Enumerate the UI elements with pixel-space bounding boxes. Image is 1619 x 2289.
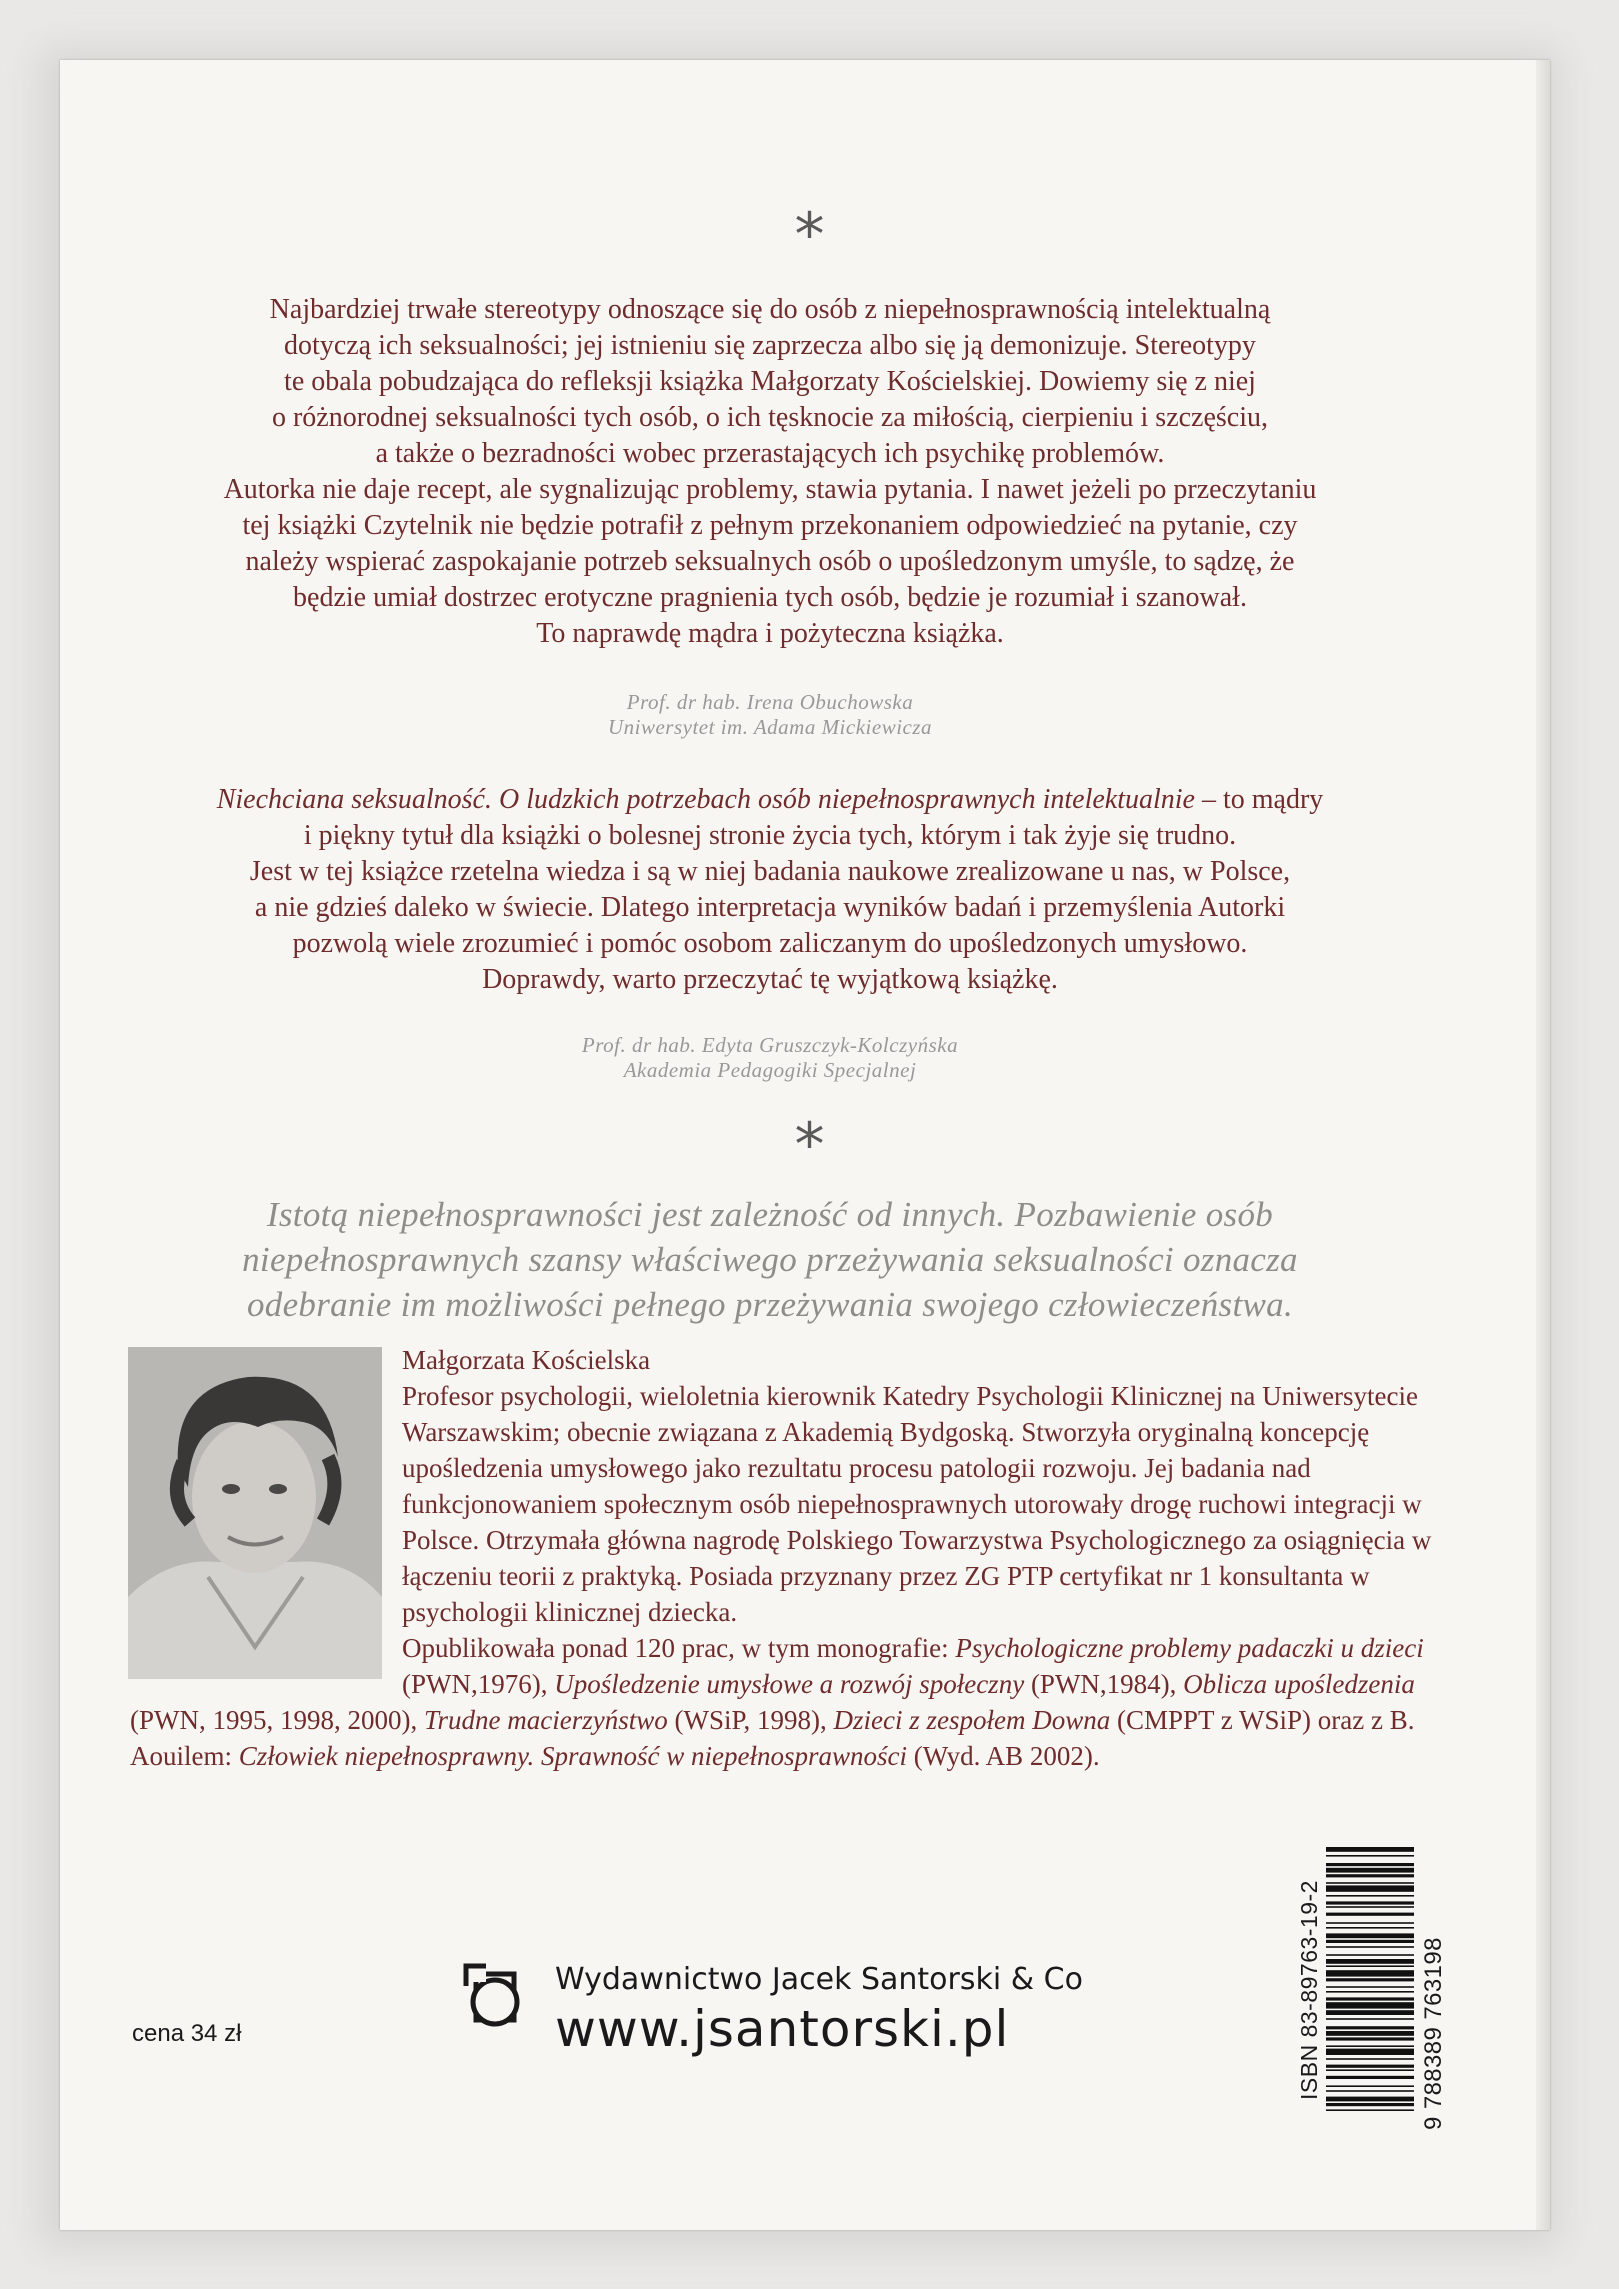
- barcode-bar: [1326, 1997, 1414, 2000]
- barcode-bar: [1326, 1954, 1414, 1956]
- review-line: będzie umiał dostrzec erotyczne pragnienia tych osób, będzie je rozumiał i szanował.: [293, 582, 1247, 613]
- isbn-label: ISBN 83-89763-19-2: [1296, 1880, 1322, 2100]
- barcode-bar: [1326, 2002, 1414, 2008]
- review-line: a także o bezradności wobec przerastających ich psychikę problemów.: [375, 438, 1165, 469]
- barcode-bar: [1326, 2010, 1414, 2015]
- barcode-bar: [1326, 1940, 1414, 1943]
- barcode-bar: [1326, 1885, 1414, 1891]
- review-line: należy wspierać zaspokajanie potrzeb seksualnych osób o upośledzonym umyśle, to sądzę, że: [245, 546, 1295, 577]
- barcode-bar: [1326, 2069, 1414, 2071]
- attribution-name: Prof. dr hab. Irena Obuchowska: [626, 690, 914, 714]
- author-bio: [130, 1342, 1455, 1774]
- publication-title: Dzieci z zespołem Downa: [833, 1705, 1111, 1735]
- barcode-bar: [1326, 1913, 1414, 1916]
- barcode-bar: [1326, 1855, 1414, 1857]
- review-line: i piękny tytuł dla książki o bolesnej stronie życia tych, którym i tak żyje się trudno.: [303, 820, 1237, 851]
- review-line: Doprawdy, warto przeczytać tę wyjątkową książkę.: [482, 964, 1058, 995]
- publication-meta: (PWN,1984),: [1024, 1669, 1184, 1699]
- motto-line: niepełnosprawnych szansy właściwego przeżywania seksualności oznacza: [242, 1240, 1298, 1279]
- barcode-bar: [1326, 1882, 1414, 1884]
- publication-meta: (PWN,1976),: [402, 1669, 555, 1699]
- barcode-bar: [1326, 2037, 1414, 2040]
- review-line: tej książki Czytelnik nie będzie potrafił z pełnym przekonaniem odpowiedzieć na pytanie, czy: [242, 510, 1298, 541]
- barcode-bar: [1326, 2049, 1414, 2055]
- barcode-bar: [1326, 2026, 1414, 2029]
- publication-meta: (WSiP, 1998),: [667, 1705, 834, 1735]
- review-line: a nie gdzieś daleko w świecie. Dlatego interpretacja wyników badań i przemyślenia Autorki: [254, 892, 1286, 923]
- barcode-bar: [1326, 1863, 1414, 1866]
- attribution-gruszczyk-kolczynska: [90, 1033, 1450, 1083]
- motto-quote: [100, 1192, 1440, 1327]
- publication-meta: (CMPPT z WSiP) oraz z B. Aouilem:: [130, 1705, 1415, 1771]
- review-line: Najbardziej trwałe stereotypy odnoszące się do osób z niepełnosprawnością intelektualną: [269, 294, 1271, 325]
- barcode-bar: [1326, 2109, 1414, 2111]
- publication-meta: (PWN, 1995, 1998, 2000),: [130, 1705, 424, 1735]
- book-title: Niechciana seksualność. O ludzkich potrzebach osób niepełnosprawnych intelektualnie: [216, 784, 1195, 815]
- barcode-bar: [1326, 1986, 1414, 1988]
- barcode-bar: [1326, 2065, 1414, 2068]
- barcode-bar: [1326, 1922, 1414, 1924]
- publication-title: Psychologiczne problemy padaczki u dzieci: [955, 1633, 1424, 1663]
- attribution-affiliation: Akademia Pedagogiki Specjalnej: [623, 1058, 917, 1082]
- review-line: te obala pobudzająca do refleksji książka Małgorzaty Kościelskiej. Dowiemy się z niej: [284, 366, 1256, 397]
- author-name: Małgorzata Kościelska: [402, 1345, 651, 1375]
- barcode-bar: [1326, 1901, 1414, 1904]
- author-description: Profesor psychologii, wieloletnia kierownik Katedry Psychologii Klinicznej na Uniwersytecie Warszawskim; obecnie związana z Akademią Bydgoską. Stworzyła oryginalną koncepcję upośledzenia umysłowego jako rezultatu procesu patologii rozwoju. Jej badania nad funkcjonowaniem społecznym osób niepełnosprawnych utorowały drogę ruchowi integracji w Polsce. Otrzymała główna nagrodę Polskiego Towarzystwa Psychologicznego za osiągnięcia w łączeniu teorii z praktyką. Posiada przyznany przez ZG PTP certyfikat nr 1 konsultanta w psychologii klinicznej dziecka.: [402, 1381, 1432, 1627]
- barcode-bar: [1326, 2076, 1414, 2079]
- review-text: – to mądry: [1194, 784, 1324, 815]
- review-obuchowska: [90, 292, 1450, 652]
- barcode-bar: [1326, 1991, 1414, 1993]
- barcode-bar: [1326, 2103, 1414, 2106]
- publication-meta: (Wyd. AB 2002).: [907, 1741, 1100, 1771]
- barcode-bar: [1326, 1946, 1414, 1948]
- review-line: o różnorodnej seksualności tych osób, o ich tęsknocie za miłością, cierpieniu i szczęściu,: [271, 402, 1269, 433]
- barcode-bar: [1326, 2058, 1414, 2060]
- barcode-bar: [1326, 2090, 1414, 2092]
- barcode-bar: [1326, 1874, 1414, 1877]
- barcode-bar: [1326, 2031, 1414, 2036]
- review-line: Autorka nie daje recept, ale sygnalizując problemy, stawia pytania. I nawet jeżeli po przeczytaniu: [223, 474, 1317, 505]
- barcode-bar: [1326, 1906, 1414, 1908]
- asterisk-ornament-middle: *: [794, 1110, 825, 1180]
- review-line: To naprawdę mądra i pożyteczna książka.: [536, 618, 1004, 649]
- publication-title: Oblicza upośledzenia: [1183, 1669, 1415, 1699]
- asterisk-ornament-top: *: [794, 200, 825, 270]
- barcode-bar: [1326, 1868, 1414, 1873]
- barcode-bar: [1326, 1895, 1414, 1897]
- motto-line: odebranie im możliwości pełnego przeżywania swojego człowieczeństwa.: [246, 1285, 1293, 1324]
- barcode-bar: [1326, 1933, 1414, 1938]
- review-gruszczyk-kolczynska: [90, 782, 1450, 998]
- publisher-url[interactable]: www.jsantorski.pl: [555, 2000, 1010, 2058]
- barcode-bar: [1326, 2045, 1414, 2047]
- barcode-bar: [1326, 2097, 1414, 2102]
- publication-title: Człowiek niepełnosprawny. Sprawność w niepełnosprawności: [238, 1741, 907, 1771]
- review-line: [90, 782, 1450, 818]
- barcode-bar: [1326, 2085, 1414, 2087]
- isbn-digits: 9 788389 763198: [1420, 1937, 1447, 2130]
- barcode-bar: [1326, 1959, 1414, 1964]
- motto-line: Istotą niepełnosprawności jest zależność od innych. Pozbawienie osób: [266, 1195, 1274, 1234]
- publications-intro: Opublikowała ponad 120 prac, w tym monografie:: [402, 1633, 956, 1663]
- barcode-bar: [1326, 1927, 1414, 1929]
- review-line: dotyczą ich seksualności; jej istnieniu się zaprzecza albo się ją demonizuje. Stereotypy: [284, 330, 1256, 361]
- review-line: Jest w tej książce rzetelna wiedza i są w niej badania naukowe zrealizowane u nas, w Polsce,: [249, 856, 1291, 887]
- publication-title: Upośledzenie umysłowe a rozwój społeczny: [554, 1669, 1025, 1699]
- barcode-bar: [1326, 1847, 1414, 1852]
- photo-spacer: [130, 1342, 402, 1680]
- barcode-bar: [1326, 1970, 1414, 1976]
- attribution-name: Prof. dr hab. Edyta Gruszczyk-Kolczyńska: [581, 1033, 959, 1057]
- publisher-logo-icon: [462, 1960, 528, 2034]
- barcode-bar: [1326, 1965, 1414, 1967]
- publisher-name: Wydawnictwo Jacek Santorski & Co: [555, 1962, 1083, 1997]
- barcode-bar: [1326, 2018, 1414, 2020]
- attribution-affiliation: Uniwersytet im. Adama Mickiewicza: [607, 715, 933, 739]
- barcode-bar: [1326, 1978, 1414, 1981]
- price-label: cena 34 zł: [132, 2020, 242, 2047]
- attribution-obuchowska: [90, 690, 1450, 740]
- publication-title: Trudne macierzyństwo: [423, 1705, 668, 1735]
- review-line: pozwolą wiele zrozumieć i pomóc osobom zaliczanym do upośledzonych umysłowo.: [292, 928, 1248, 959]
